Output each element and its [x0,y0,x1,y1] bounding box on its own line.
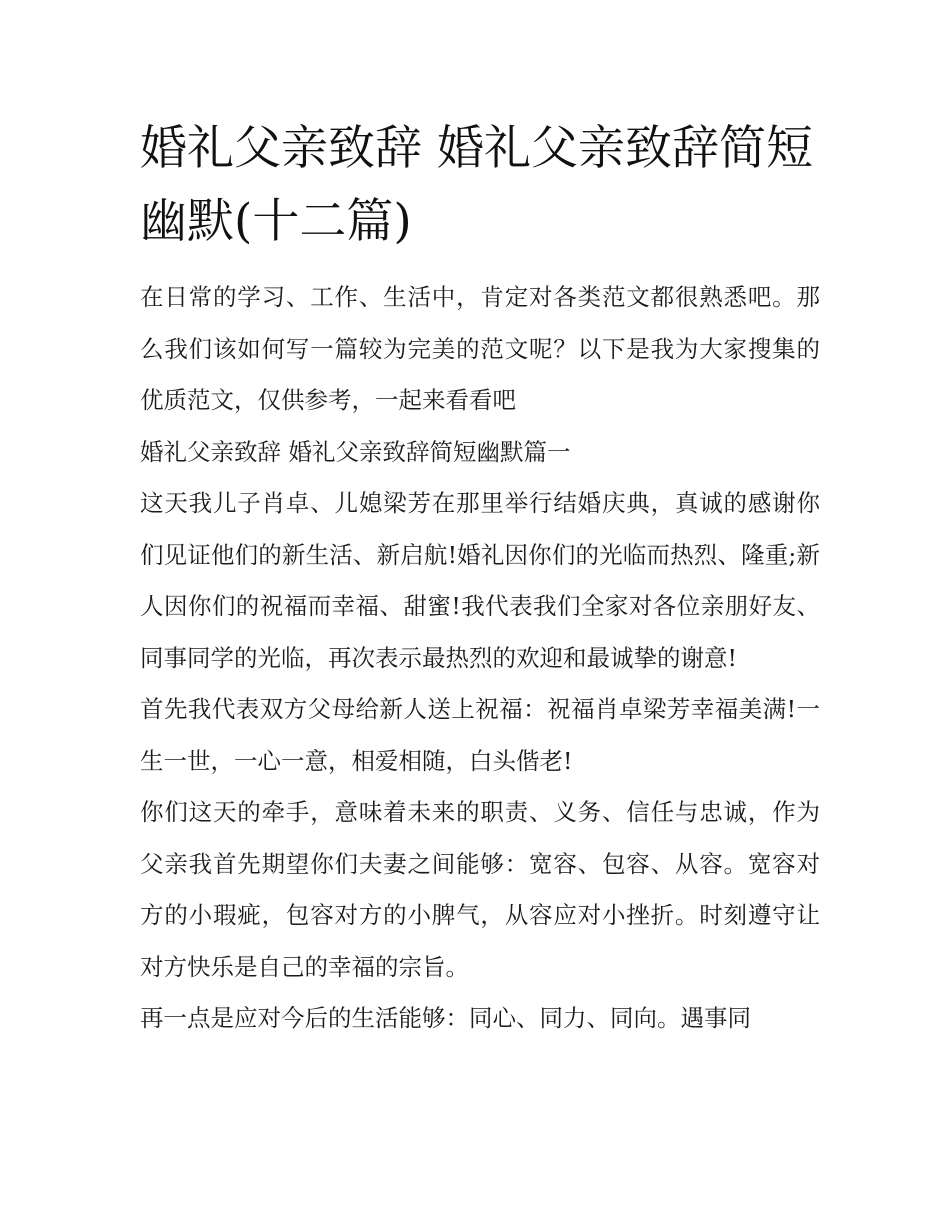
section-heading: 婚礼父亲致辞 婚礼父亲致辞简短幽默篇一 [140,437,571,466]
body-paragraph-blessing: 首先我代表双方父母给新人送上祝福：祝福肖卓梁芳幸福美满!一生一世，一心一意，相爱相随，白头偕老! [140,695,820,775]
body-paragraph-advice: 你们这天的牵手，意味着未来的职责、义务、信任与忠诚，作为父亲我首先期望你们夫妻之间能够：宽容、包容、从容。宽容对方的小瑕疵，包容对方的小脾气，从容应对小挫折。时刻遵守让对方快乐是自己的幸福的宗旨。 [140,798,820,981]
body-paragraph-continued: 再一点是应对今后的生活能够：同心、同力、同向。遇事同 [140,1004,751,1032]
document-content [140,112,820,1045]
intro-paragraph: 在日常的学习、工作、生活中，肯定对各类范文都很熟悉吧。那么我们该如何写一篇较为完美的范文呢？以下是我为大家搜集的优质范文，仅供参考，一起来看看吧 [140,283,820,414]
document-title: 婚礼父亲致辞 婚礼父亲致辞简短幽默(十二篇) [140,121,813,249]
body-paragraph-thanks: 这天我儿子肖卓、儿媳梁芳在那里举行结婚庆典，真诚的感谢你们见证他们的新生活、新启航!婚礼因你们的光临而热烈、隆重;新人因你们的祝福而幸福、甜蜜!我代表我们全家对各位亲朋好友、同事同学的光临，再次表示最热烈的欢迎和最诚挚的谢意! [140,489,820,672]
